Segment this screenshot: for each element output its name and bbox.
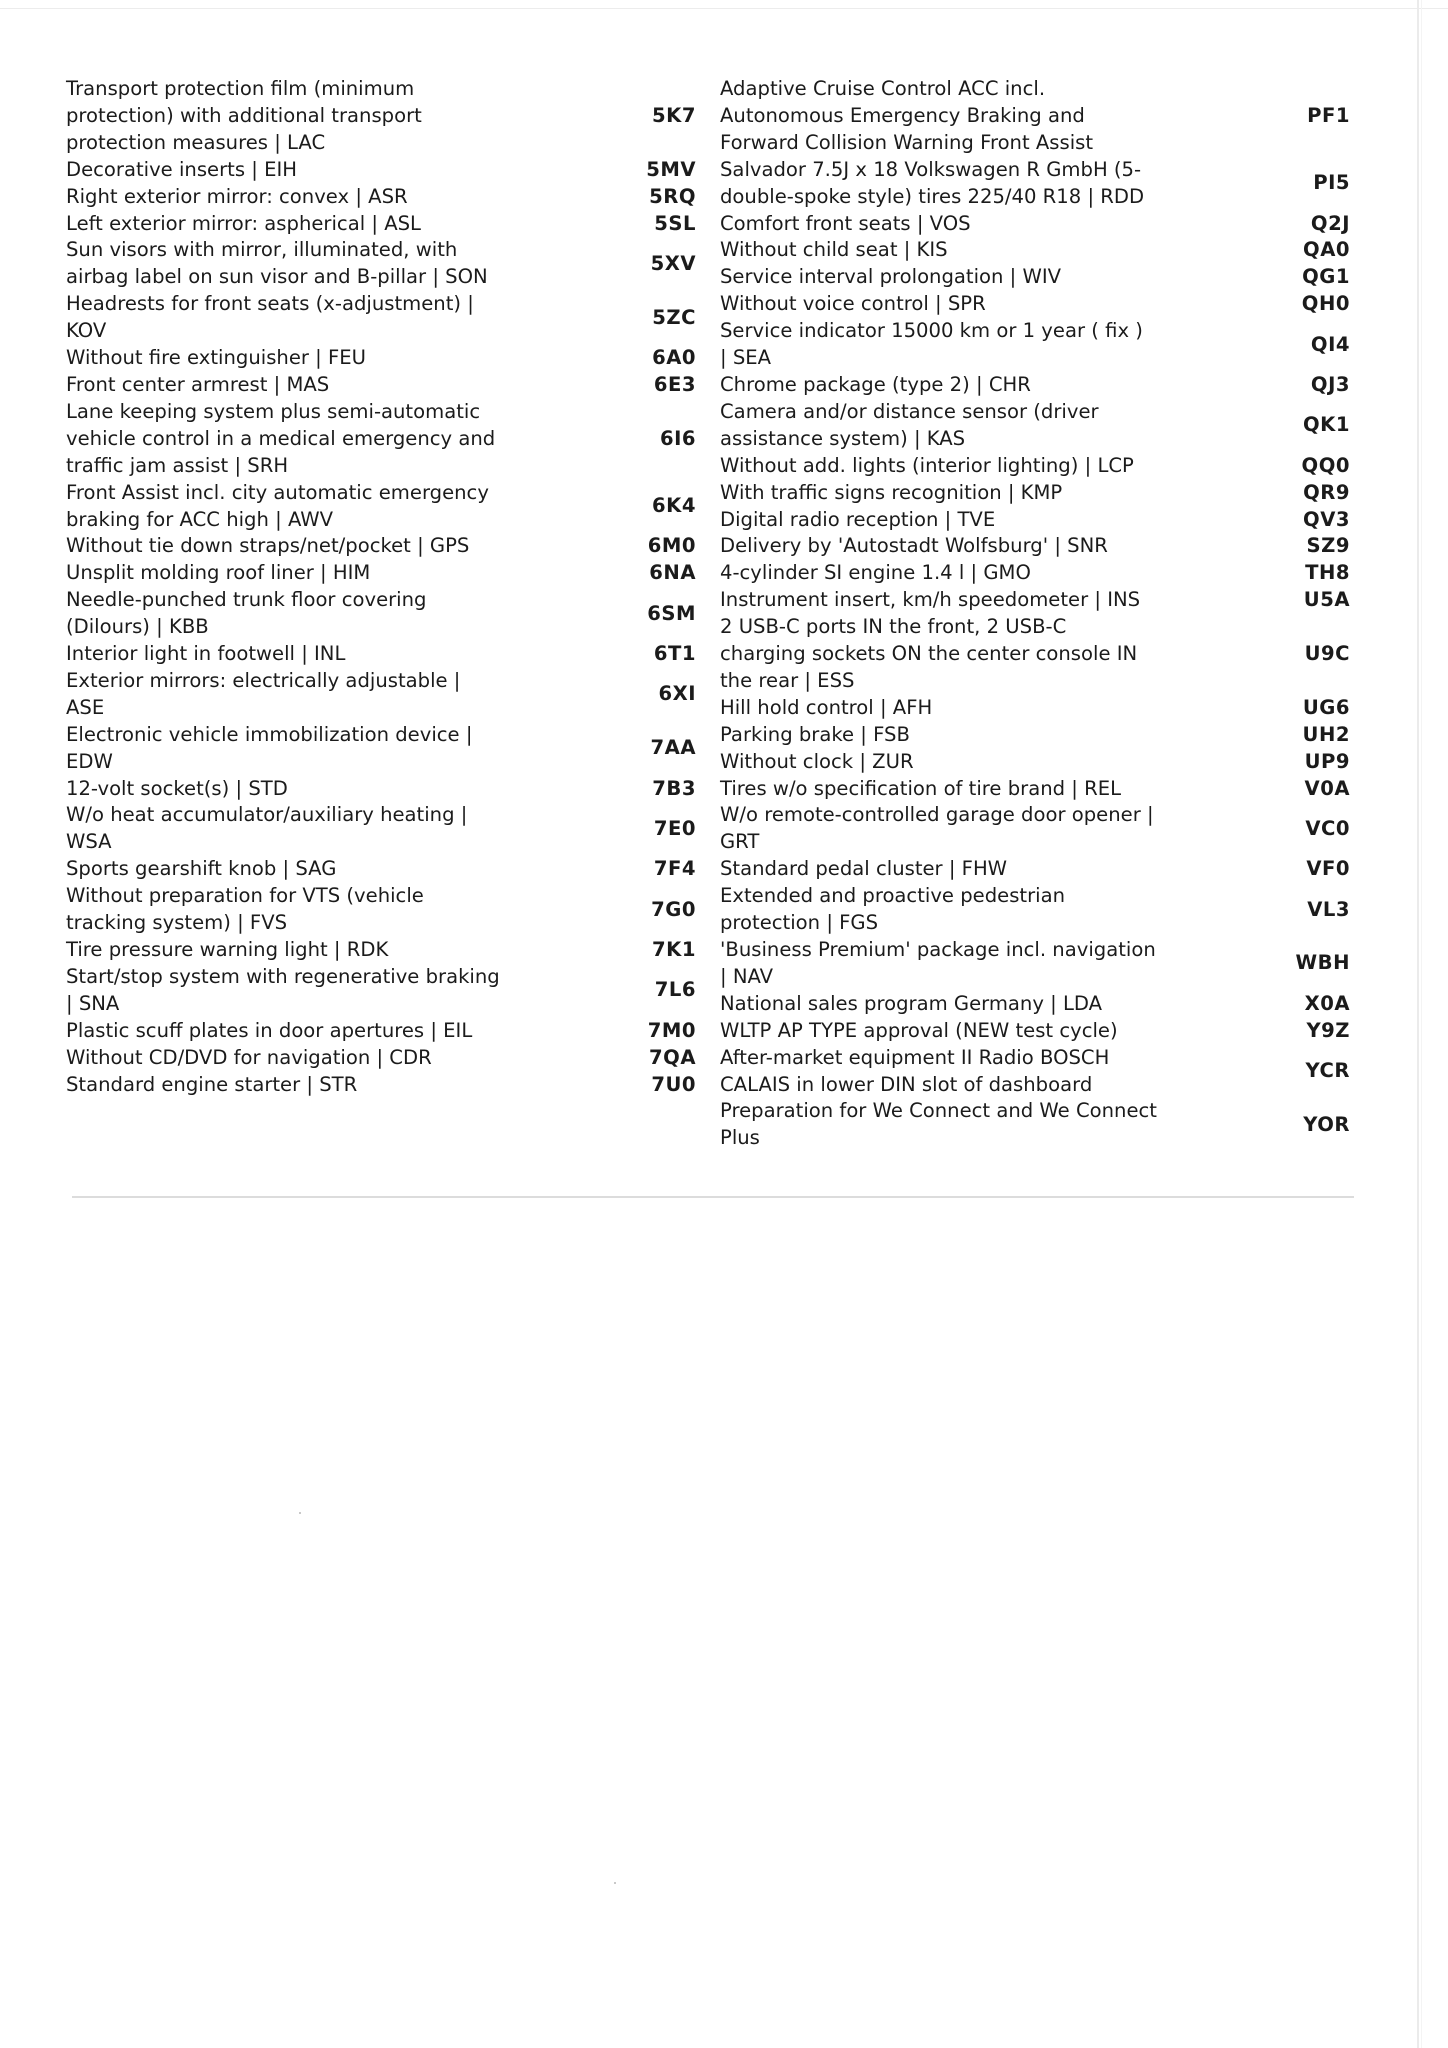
equipment-code: 7E0 (653, 816, 696, 840)
equipment-row (66, 802, 696, 856)
equipment-row (66, 533, 696, 560)
equipment-code: TH8 (1305, 561, 1350, 585)
equipment-row (66, 237, 696, 291)
equipment-code: 7AA (650, 736, 696, 760)
equipment-row (66, 937, 696, 964)
equipment-code: 7B3 (652, 776, 696, 800)
equipment-description: Exterior mirrors: electrically adjustable | ASE (66, 668, 461, 719)
equipment-description: Without voice control | SPR (720, 292, 986, 316)
equipment-code: QI4 (1310, 332, 1350, 356)
equipment-code: 5K7 (652, 103, 696, 127)
equipment-description: Without CD/DVD for navigation | CDR (66, 1045, 432, 1069)
equipment-code: YCR (1305, 1059, 1350, 1083)
equipment-code: 6A0 (652, 346, 696, 370)
equipment-description: Extended and proactive pedestrian protection | FGS (720, 884, 1066, 935)
equipment-code: QK1 (1303, 413, 1350, 437)
equipment-description: Sun visors with mirror, illuminated, with airbag label on sun visor and B-pillar | SON (66, 238, 488, 289)
equipment-description: Without tie down straps/net/pocket | GPS (66, 534, 470, 558)
equipment-description: Transport protection film (minimum protection) with additional transport protection measures | LAC (66, 77, 422, 154)
equipment-description: Instrument insert, km/h speedometer | INS (720, 588, 1141, 612)
equipment-row (720, 533, 1350, 560)
equipment-row (720, 211, 1350, 238)
equipment-description: Standard engine starter | STR (66, 1072, 358, 1096)
equipment-description: National sales program Germany | LDA (720, 991, 1103, 1015)
equipment-code: 7G0 (651, 897, 696, 921)
equipment-code: 7M0 (647, 1018, 696, 1042)
equipment-code: 7L6 (654, 978, 696, 1002)
equipment-code: 6SM (647, 601, 696, 625)
equipment-row (720, 856, 1350, 883)
equipment-row (720, 1018, 1350, 1045)
equipment-code: 7U0 (651, 1072, 696, 1096)
equipment-code: QG1 (1302, 265, 1350, 289)
equipment-description: Adaptive Cruise Control ACC incl. Autonomous Emergency Braking and Forward Collision Warning Front Assist (720, 77, 1094, 154)
equipment-description: Without clock | ZUR (720, 749, 914, 773)
equipment-row (66, 76, 696, 157)
equipment-code: Y9Z (1306, 1018, 1350, 1042)
equipment-code: V0A (1304, 776, 1350, 800)
equipment-row (66, 883, 696, 937)
equipment-code: SZ9 (1306, 534, 1350, 558)
scan-speck (614, 1882, 616, 1884)
equipment-description: Interior light in footwell | INL (66, 642, 346, 666)
equipment-description: Sports gearshift knob | SAG (66, 857, 337, 881)
equipment-code: 7K1 (652, 938, 696, 961)
equipment-row (720, 399, 1350, 453)
equipment-description: Right exterior mirror: convex | ASR (66, 184, 408, 208)
scan-edge-right-shadow (1421, 0, 1422, 2048)
equipment-description: Electronic vehicle immobilization device | EDW (66, 722, 473, 773)
equipment-row (66, 560, 696, 587)
equipment-row (720, 1098, 1350, 1152)
equipment-description: Comfort front seats | VOS (720, 211, 971, 235)
equipment-row (720, 991, 1350, 1018)
equipment-description: After-market equipment II Radio BOSCH CALAIS in lower DIN slot of dashboard (720, 1045, 1110, 1096)
equipment-code: QQ0 (1301, 453, 1350, 477)
equipment-row (66, 184, 696, 211)
equipment-description: Front center armrest | MAS (66, 372, 330, 396)
equipment-row (720, 695, 1350, 722)
equipment-row (720, 507, 1350, 534)
equipment-code: 7F4 (653, 857, 696, 881)
equipment-code: 5SL (654, 211, 696, 235)
equipment-code: YOR (1303, 1112, 1350, 1136)
equipment-row (66, 668, 696, 722)
equipment-row (720, 291, 1350, 318)
equipment-description: Delivery by 'Autostadt Wolfsburg' | SNR (720, 534, 1108, 558)
equipment-code: X0A (1304, 991, 1350, 1015)
equipment-code: UP9 (1304, 749, 1350, 773)
equipment-description: Digital radio reception | TVE (720, 507, 996, 531)
equipment-code: 6M0 (647, 534, 696, 558)
equipment-description: Lane keeping system plus semi-automatic vehicle control in a medical emergency and traffic jam assist | SRH (66, 399, 496, 477)
equipment-row (66, 856, 696, 883)
equipment-row (720, 372, 1350, 399)
equipment-row (66, 291, 696, 345)
equipment-description: 12-volt socket(s) | STD (66, 776, 288, 800)
equipment-description: Camera and/or distance sensor (driver assistance system) | KAS (720, 399, 1099, 450)
equipment-description: 2 USB-C ports IN the front, 2 USB-C charging sockets ON the center console IN the rear | ESS (720, 615, 1138, 692)
equipment-code: U5A (1303, 588, 1350, 612)
equipment-code: QR9 (1303, 480, 1350, 504)
equipment-description: Unsplit molding roof liner | HIM (66, 561, 371, 585)
equipment-description: Service interval prolongation | WIV (720, 265, 1062, 289)
equipment-row (720, 264, 1350, 291)
equipment-row (66, 776, 696, 803)
equipment-code: VL3 (1307, 897, 1350, 921)
equipment-row (66, 1045, 696, 1072)
equipment-code: 7QA (649, 1045, 696, 1069)
equipment-row (66, 1018, 696, 1045)
equipment-description: Decorative inserts | EIH (66, 157, 297, 181)
scan-edge-right (1417, 0, 1419, 2048)
equipment-code: 6I6 (659, 426, 696, 450)
equipment-code: WBH (1295, 951, 1350, 975)
equipment-description: Standard pedal cluster | FHW (720, 857, 1008, 881)
equipment-description: Parking brake | FSB (720, 722, 910, 746)
equipment-row (720, 802, 1350, 856)
equipment-description: Hill hold control | AFH (720, 695, 933, 719)
equipment-description: Preparation for We Connect and We Connect Plus (720, 1099, 1157, 1150)
equipment-code: QV3 (1303, 507, 1350, 531)
equipment-code: U9C (1304, 642, 1350, 666)
equipment-row (66, 587, 696, 641)
equipment-list-right (720, 76, 1350, 1152)
equipment-description: WLTP AP TYPE approval (NEW test cycle) (720, 1018, 1118, 1042)
equipment-row (720, 453, 1350, 480)
equipment-row (720, 237, 1350, 264)
equipment-row (720, 157, 1350, 211)
equipment-row (720, 480, 1350, 507)
equipment-row (66, 480, 696, 534)
equipment-description: Without add. lights (interior lighting) | LCP (720, 453, 1134, 477)
equipment-description: Tires w/o specification of tire brand | REL (720, 776, 1122, 800)
equipment-code: 6XI (658, 682, 696, 706)
equipment-code: PF1 (1307, 103, 1350, 127)
equipment-description: Service indicator 15000 km or 1 year ( fix ) | SEA (720, 319, 1143, 370)
scan-speck (299, 1512, 301, 1514)
equipment-row (720, 587, 1350, 614)
equipment-row (66, 157, 696, 184)
equipment-code: QA0 (1303, 238, 1350, 262)
equipment-description: Needle-punched trunk floor covering (Dilours) | KBB (66, 588, 427, 639)
equipment-row (720, 560, 1350, 587)
equipment-row (720, 318, 1350, 372)
equipment-description: 4-cylinder SI engine 1.4 l | GMO (720, 561, 1031, 585)
equipment-code: QH0 (1301, 292, 1350, 316)
equipment-row (66, 211, 696, 238)
equipment-description: Start/stop system with regenerative braking | SNA (66, 964, 500, 1015)
equipment-description: Without fire extinguisher | FEU (66, 346, 366, 370)
equipment-code: 5MV (646, 157, 696, 181)
equipment-list-left (66, 76, 696, 1098)
equipment-code: 6E3 (653, 372, 696, 396)
equipment-description: Front Assist incl. city automatic emergency braking for ACC high | AWV (66, 480, 489, 531)
equipment-row (66, 372, 696, 399)
equipment-code: 6T1 (653, 642, 696, 666)
equipment-description: Without child seat | KIS (720, 238, 948, 262)
equipment-description: Tire pressure warning light | RDK (66, 938, 389, 961)
equipment-description: Salvador 7.5J x 18 Volkswagen R GmbH (5- double-spoke style) tires 225/40 R18 | RDD (720, 157, 1145, 208)
equipment-description: Chrome package (type 2) | CHR (720, 372, 1031, 396)
equipment-code: 5XV (650, 251, 696, 275)
equipment-row (720, 1045, 1350, 1099)
equipment-row (66, 345, 696, 372)
equipment-row (720, 776, 1350, 803)
equipment-code: UH2 (1302, 722, 1350, 746)
equipment-row (720, 749, 1350, 776)
scan-edge-top (0, 8, 1448, 9)
equipment-code: 6K4 (652, 494, 696, 518)
equipment-row (720, 937, 1350, 991)
equipment-row (66, 722, 696, 776)
equipment-row (66, 399, 696, 480)
equipment-code: VC0 (1305, 816, 1350, 840)
equipment-code: 5ZC (652, 305, 696, 329)
equipment-code: 5RQ (649, 184, 696, 208)
equipment-row (66, 964, 696, 1018)
equipment-description: Left exterior mirror: aspherical | ASL (66, 211, 421, 235)
section-divider (72, 1196, 1354, 1198)
equipment-row (720, 614, 1350, 695)
equipment-code: VF0 (1306, 857, 1350, 881)
equipment-code: Q2J (1310, 211, 1350, 235)
equipment-row (720, 722, 1350, 749)
equipment-description: Plastic scuff plates in door apertures | EIL (66, 1018, 473, 1042)
equipment-row (66, 641, 696, 668)
equipment-description: W/o heat accumulator/auxiliary heating | WSA (66, 803, 468, 854)
equipment-description: With traffic signs recognition | KMP (720, 480, 1063, 504)
equipment-row (720, 883, 1350, 937)
equipment-code: QJ3 (1310, 372, 1350, 396)
equipment-description: Without preparation for VTS (vehicle tracking system) | FVS (66, 884, 424, 935)
equipment-description: W/o remote-controlled garage door opener | GRT (720, 803, 1154, 854)
equipment-description: Headrests for front seats (x-adjustment) | KOV (66, 292, 474, 343)
equipment-code: UG6 (1302, 695, 1350, 719)
equipment-description: 'Business Premium' package incl. navigation | NAV (720, 938, 1156, 988)
equipment-row (66, 1072, 696, 1099)
equipment-row (720, 76, 1350, 157)
equipment-code: 6NA (649, 561, 696, 585)
equipment-code: PI5 (1313, 171, 1350, 195)
